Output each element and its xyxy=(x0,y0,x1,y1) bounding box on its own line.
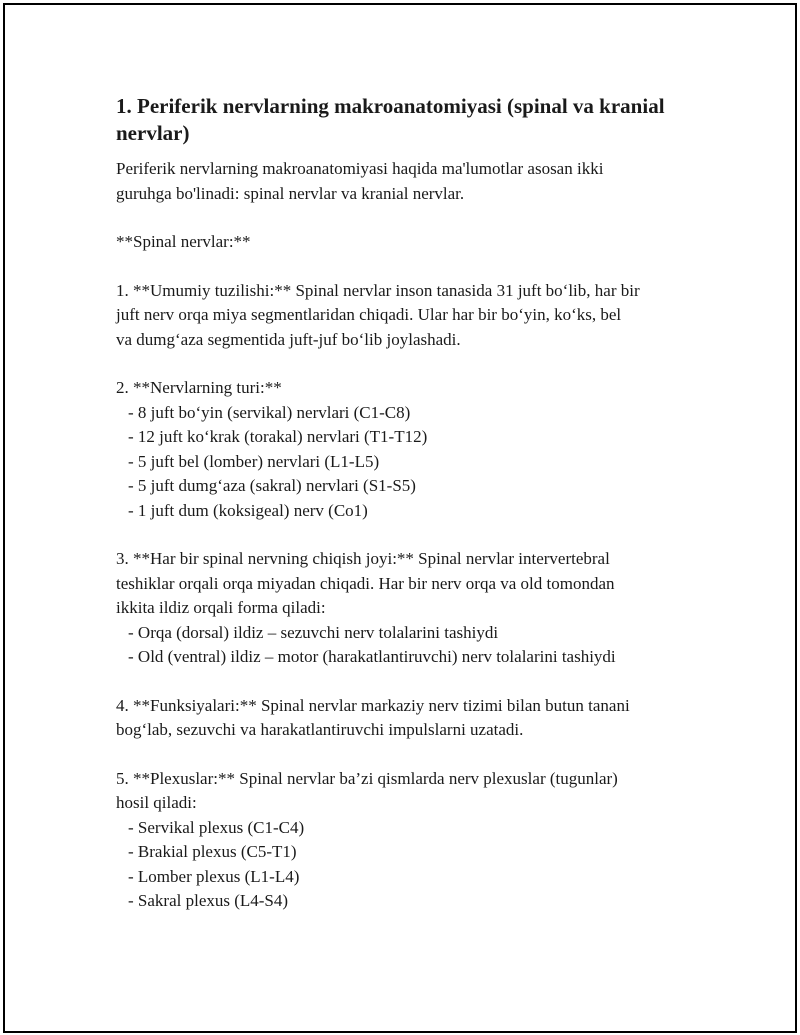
section-plexuses xyxy=(116,767,686,914)
list-item: - 8 juft bo‘yin (servikal) nervlari (C1-C8) xyxy=(128,402,411,422)
section1-line: 1. **Umumiy tuzilishi:** Spinal nervlar inson tanasida 31 juft bo‘lib, har bir xyxy=(116,280,640,300)
section-functions xyxy=(116,694,686,743)
list-item: - 1 juft dum (koksigeal) nerv (Co1) xyxy=(128,500,368,520)
spinal-heading-text: **Spinal nervlar:** xyxy=(116,232,251,251)
section5-line: hosil qiladi: xyxy=(116,793,197,812)
section5-line: 5. **Plexuslar:** Spinal nervlar ba’zi qismlarda nerv plexuslar (tugunlar) xyxy=(116,768,618,788)
document-body xyxy=(116,93,686,914)
section2-heading: 2. **Nervlarning turi:** xyxy=(116,378,282,397)
section1-line: va dumg‘aza segmentida juft-juf bo‘lib joylashadi. xyxy=(116,329,461,349)
list-item: - Servikal plexus (C1-C4) xyxy=(128,817,305,837)
list-item: - 5 juft dumg‘aza (sakral) nervlari (S1-S5) xyxy=(128,476,416,495)
document-title: 1. Periferik nervlarning makroanatomiyasi (spinal va kranial nervlar) xyxy=(116,94,665,145)
list-item: - Old (ventral) ildiz – motor (harakatlantiruvchi) nerv tolalarini tashiydi xyxy=(128,647,616,666)
list-item: - Orqa (dorsal) ildiz – sezuvchi nerv tolalarini tashiydi xyxy=(128,622,499,642)
section3-line: 3. **Har bir spinal nervning chiqish joyi:** Spinal nervlar intervertebral xyxy=(116,549,610,568)
list-item: - 12 juft ko‘krak (torakal) nervlari (T1-T12) xyxy=(128,427,428,446)
section1-line: juft nerv orqa miya segmentlaridan chiqadi. Ular har bir bo‘yin, ko‘ks, bel xyxy=(116,305,622,324)
intro-line: Periferik nervlarning makroanatomiyasi haqida ma'lumotlar asosan ikki xyxy=(116,159,604,178)
section3-line: teshiklar orqali orqa miyadan chiqadi. Har bir nerv orqa va old tomondan xyxy=(116,573,615,593)
list-item: - 5 juft bel (lomber) nervlari (L1-L5) xyxy=(128,451,380,471)
section4-line: bog‘lab, sezuvchi va harakatlantiruvchi impulslarni uzatadi. xyxy=(116,720,524,739)
list-item: - Lomber plexus (L1-L4) xyxy=(128,866,300,886)
intro-paragraph xyxy=(116,157,686,206)
section-nerve-types xyxy=(116,376,686,523)
section4-line: 4. **Funksiyalari:** Spinal nervlar markaziy nerv tizimi bilan butun tanani xyxy=(116,695,630,715)
list-item: - Brakial plexus (C5-T1) xyxy=(128,842,297,861)
section-general-structure xyxy=(116,279,686,353)
spinal-heading xyxy=(116,230,686,255)
list-item: - Sakral plexus (L4-S4) xyxy=(128,891,289,910)
section3-line: ikkita ildiz orqali forma qiladi: xyxy=(116,598,326,617)
intro-line: guruhga bo'linadi: spinal nervlar va kranial nervlar. xyxy=(116,183,465,203)
section-exit-point xyxy=(116,547,686,670)
